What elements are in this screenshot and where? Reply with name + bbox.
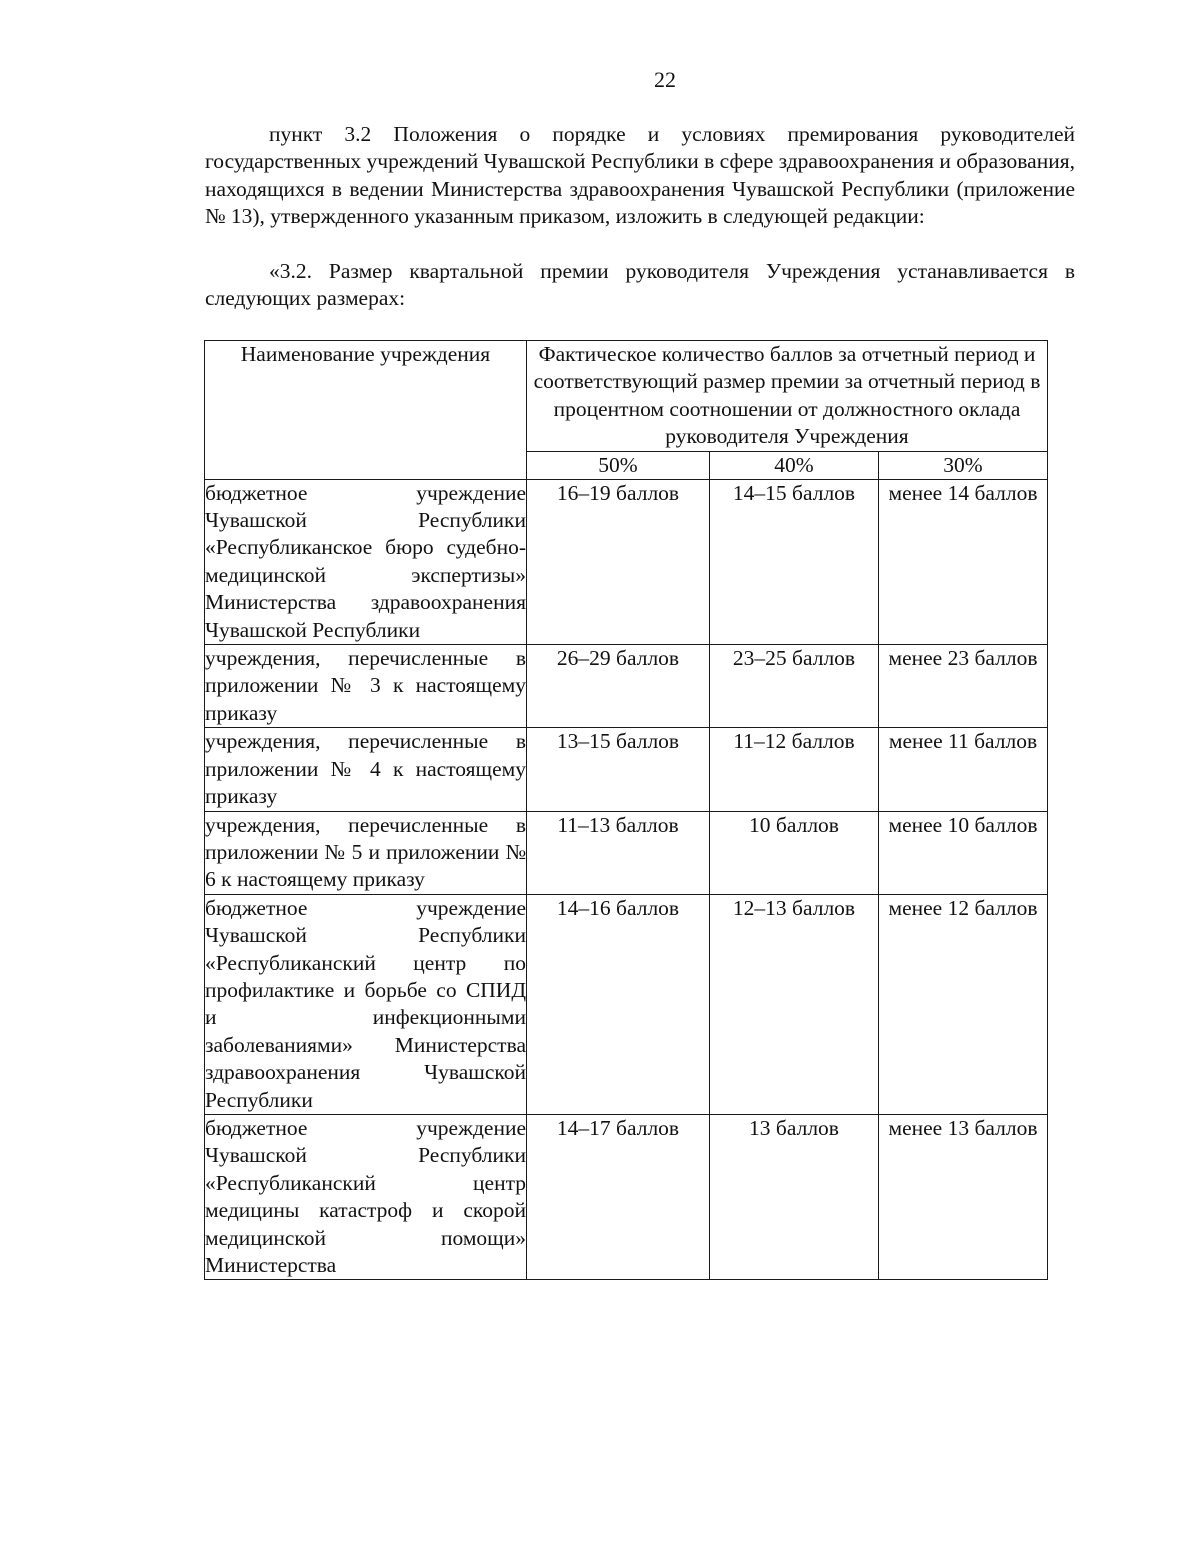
institution-name: учреждения, перечисленные в приложении № 3 к настоящему приказу [205, 645, 527, 728]
institution-name: бюджетное учреждение Чувашской Республики «Республиканское бюро судебно-медицинской экспертизы» Министерства здравоохранения Чувашской Республики [205, 479, 527, 644]
score-30-percent: менее 11 баллов [879, 728, 1048, 811]
table-row [205, 645, 1048, 728]
page-number: 22 [654, 67, 676, 92]
score-50-percent: 14–17 баллов [527, 1114, 710, 1279]
score-30-percent: менее 23 баллов [879, 645, 1048, 728]
score-50-percent: 26–29 баллов [527, 645, 710, 728]
score-40-percent: 10 баллов [710, 811, 879, 894]
header-percent-30: 30% [879, 451, 1048, 479]
score-40-percent: 11–12 баллов [710, 728, 879, 811]
header-score-description: Фактическое количество баллов за отчетный период и соответствующий размер премии за отчетный период в процентном соотношении от должностного оклада руководителя Учреждения [527, 341, 1048, 452]
institution-name: бюджетное учреждение Чувашской Республики «Республиканский центр по профилактике и борьбе со СПИД и инфекционными заболеваниями» Министерства здравоохранения Чувашской Республики [205, 894, 527, 1114]
table-row [205, 1114, 1048, 1279]
score-40-percent: 12–13 баллов [710, 894, 879, 1114]
score-50-percent: 14–16 баллов [527, 894, 710, 1114]
table-row [205, 811, 1048, 894]
institution-name: учреждения, перечисленные в приложении № 5 и приложении № 6 к настоящему приказу [205, 811, 527, 894]
score-30-percent: менее 12 баллов [879, 894, 1048, 1114]
table-row [205, 894, 1048, 1114]
header-institution-name: Наименование учреждения [205, 341, 527, 480]
score-50-percent: 13–15 баллов [527, 728, 710, 811]
score-50-percent: 11–13 баллов [527, 811, 710, 894]
header-percent-50: 50% [527, 451, 710, 479]
paragraph-clause-3-2: «3.2. Размер квартальной премии руководителя Учреждения устанавливается в следующих размерах: [205, 259, 1075, 311]
institution-name: учреждения, перечисленные в приложении № 4 к настоящему приказу [205, 728, 527, 811]
table-row [205, 479, 1048, 644]
paragraph-amendment: пункт 3.2 Положения о порядке и условиях премирования руководителей государственных учреждений Чувашской Республики в сфере здравоохранения и образования, находящихся в ведении Министерства здравоохранения Чувашской Республики (приложение № 13), утвержденного указанным приказом, изложить в следующей редакции: [205, 122, 1075, 229]
score-40-percent: 13 баллов [710, 1114, 879, 1279]
premium-table [204, 340, 1048, 1280]
institution-name: бюджетное учреждение Чувашской Республики «Республиканский центр медицины катастроф и скорой медицинской помощи» Министерства [205, 1114, 527, 1279]
score-40-percent: 14–15 баллов [710, 479, 879, 644]
header-percent-40: 40% [710, 451, 879, 479]
score-30-percent: менее 10 баллов [879, 811, 1048, 894]
score-30-percent: менее 13 баллов [879, 1114, 1048, 1279]
score-30-percent: менее 14 баллов [879, 479, 1048, 644]
score-50-percent: 16–19 баллов [527, 479, 710, 644]
score-40-percent: 23–25 баллов [710, 645, 879, 728]
table-row [205, 728, 1048, 811]
